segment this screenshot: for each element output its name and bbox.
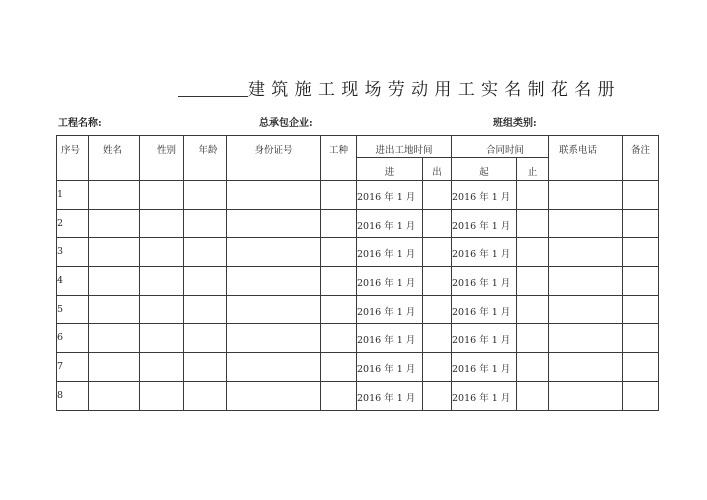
- cell-index: 6: [57, 324, 89, 353]
- cell-gender[interactable]: [140, 181, 184, 210]
- cell-phone[interactable]: [549, 267, 623, 296]
- cell-contract-end[interactable]: [517, 181, 549, 210]
- cell-contract-start[interactable]: 2016 年 1 月: [452, 209, 517, 238]
- cell-id-number[interactable]: [227, 381, 321, 410]
- table-row: [57, 238, 659, 267]
- cell-contract-start[interactable]: 2016 年 1 月: [452, 324, 517, 353]
- cell-trade[interactable]: [321, 181, 357, 210]
- general-contractor-label: 总承包企业:: [259, 118, 313, 129]
- cell-trade[interactable]: [321, 381, 357, 410]
- cell-age[interactable]: [184, 381, 227, 410]
- cell-gender[interactable]: [140, 295, 184, 324]
- header-id-number: 身份证号: [227, 136, 321, 181]
- cell-remarks[interactable]: [623, 353, 659, 382]
- cell-id-number[interactable]: [227, 295, 321, 324]
- cell-gender[interactable]: [140, 353, 184, 382]
- header-trade: 工种: [321, 136, 357, 181]
- table-row: [57, 353, 659, 382]
- header-age: 年龄: [184, 136, 227, 181]
- header-contract-time: 合同时间: [452, 136, 549, 158]
- cell-site-out[interactable]: [423, 209, 452, 238]
- cell-remarks[interactable]: [623, 181, 659, 210]
- cell-contract-end[interactable]: [517, 381, 549, 410]
- cell-age[interactable]: [184, 295, 227, 324]
- cell-name[interactable]: [89, 181, 140, 210]
- header-contract-end: 止: [517, 158, 549, 181]
- cell-contract-start[interactable]: 2016 年 1 月: [452, 181, 517, 210]
- header-contract-start: 起: [452, 158, 517, 181]
- table-row: [57, 295, 659, 324]
- table-row: [57, 267, 659, 296]
- cell-contract-end[interactable]: [517, 295, 549, 324]
- cell-contract-end[interactable]: [517, 353, 549, 382]
- cell-index: 4: [57, 267, 89, 296]
- cell-remarks[interactable]: [623, 324, 659, 353]
- cell-id-number[interactable]: [227, 181, 321, 210]
- cell-age[interactable]: [184, 181, 227, 210]
- cell-age[interactable]: [184, 267, 227, 296]
- cell-phone[interactable]: [549, 238, 623, 267]
- header-name: 姓名: [89, 136, 140, 181]
- cell-trade[interactable]: [321, 267, 357, 296]
- cell-age[interactable]: [184, 353, 227, 382]
- cell-remarks[interactable]: [623, 209, 659, 238]
- cell-index: 1: [57, 181, 89, 210]
- cell-id-number[interactable]: [227, 267, 321, 296]
- cell-contract-end[interactable]: [517, 324, 549, 353]
- cell-site-out[interactable]: [423, 181, 452, 210]
- header-remarks: 备注: [623, 136, 659, 181]
- cell-index: 8: [57, 381, 89, 410]
- cell-name[interactable]: [89, 353, 140, 382]
- cell-contract-start[interactable]: 2016 年 1 月: [452, 381, 517, 410]
- cell-site-out[interactable]: [423, 353, 452, 382]
- cell-site-in[interactable]: 2016 年 1 月: [357, 295, 423, 324]
- cell-gender[interactable]: [140, 381, 184, 410]
- cell-id-number[interactable]: [227, 353, 321, 382]
- cell-name[interactable]: [89, 238, 140, 267]
- cell-remarks[interactable]: [623, 381, 659, 410]
- cell-trade[interactable]: [321, 295, 357, 324]
- roster-table: [56, 135, 659, 411]
- table-row: [57, 381, 659, 410]
- cell-index: 7: [57, 353, 89, 382]
- cell-trade[interactable]: [321, 209, 357, 238]
- cell-id-number[interactable]: [227, 238, 321, 267]
- cell-phone[interactable]: [549, 181, 623, 210]
- cell-gender[interactable]: [140, 324, 184, 353]
- cell-contract-start[interactable]: 2016 年 1 月: [452, 295, 517, 324]
- project-name-label: 工程名称:: [58, 118, 102, 129]
- header-row: [57, 136, 659, 158]
- title-text: 建筑施工现场劳动用工实名制花名册: [248, 80, 621, 100]
- cell-phone[interactable]: [549, 295, 623, 324]
- title-blank-line[interactable]: [178, 95, 248, 97]
- header-site-in: 进: [357, 158, 423, 181]
- cell-remarks[interactable]: [623, 295, 659, 324]
- header-site-time: 进出工地时间: [357, 136, 452, 158]
- cell-site-in[interactable]: 2016 年 1 月: [357, 267, 423, 296]
- table-row: [57, 209, 659, 238]
- team-category-label: 班组类别:: [493, 118, 537, 129]
- header-site-out: 出: [423, 158, 452, 181]
- cell-site-out[interactable]: [423, 295, 452, 324]
- cell-remarks[interactable]: [623, 238, 659, 267]
- cell-phone[interactable]: [549, 381, 623, 410]
- cell-contract-end[interactable]: [517, 238, 549, 267]
- cell-age[interactable]: [184, 324, 227, 353]
- cell-name[interactable]: [89, 324, 140, 353]
- cell-site-in[interactable]: 2016 年 1 月: [357, 238, 423, 267]
- header-gender: 性别: [140, 136, 184, 181]
- cell-site-in[interactable]: 2016 年 1 月: [357, 353, 423, 382]
- cell-trade[interactable]: [321, 324, 357, 353]
- cell-name[interactable]: [89, 267, 140, 296]
- cell-site-out[interactable]: [423, 267, 452, 296]
- cell-phone[interactable]: [549, 209, 623, 238]
- header-index: 序号: [57, 136, 89, 181]
- table-row: [57, 324, 659, 353]
- cell-contract-end[interactable]: [517, 209, 549, 238]
- cell-gender[interactable]: [140, 267, 184, 296]
- cell-site-in[interactable]: 2016 年 1 月: [357, 324, 423, 353]
- cell-phone[interactable]: [549, 324, 623, 353]
- cell-age[interactable]: [184, 209, 227, 238]
- document-title: [178, 78, 621, 100]
- cell-contract-start[interactable]: 2016 年 1 月: [452, 353, 517, 382]
- cell-remarks[interactable]: [623, 267, 659, 296]
- cell-index: 3: [57, 238, 89, 267]
- cell-id-number[interactable]: [227, 209, 321, 238]
- cell-gender[interactable]: [140, 209, 184, 238]
- cell-name[interactable]: [89, 209, 140, 238]
- cell-index: 2: [57, 209, 89, 238]
- cell-name[interactable]: [89, 381, 140, 410]
- cell-phone[interactable]: [549, 353, 623, 382]
- cell-gender[interactable]: [140, 238, 184, 267]
- cell-site-out[interactable]: [423, 238, 452, 267]
- header-phone: 联系电话: [549, 136, 623, 181]
- cell-site-in[interactable]: 2016 年 1 月: [357, 181, 423, 210]
- cell-contract-start[interactable]: 2016 年 1 月: [452, 267, 517, 296]
- cell-contract-start[interactable]: 2016 年 1 月: [452, 238, 517, 267]
- table-row: [57, 181, 659, 210]
- cell-trade[interactable]: [321, 238, 357, 267]
- cell-name[interactable]: [89, 295, 140, 324]
- cell-index: 5: [57, 295, 89, 324]
- cell-id-number[interactable]: [227, 324, 321, 353]
- cell-age[interactable]: [184, 238, 227, 267]
- cell-site-out[interactable]: [423, 324, 452, 353]
- cell-contract-end[interactable]: [517, 267, 549, 296]
- cell-site-out[interactable]: [423, 381, 452, 410]
- cell-site-in[interactable]: 2016 年 1 月: [357, 381, 423, 410]
- cell-trade[interactable]: [321, 353, 357, 382]
- cell-site-in[interactable]: 2016 年 1 月: [357, 209, 423, 238]
